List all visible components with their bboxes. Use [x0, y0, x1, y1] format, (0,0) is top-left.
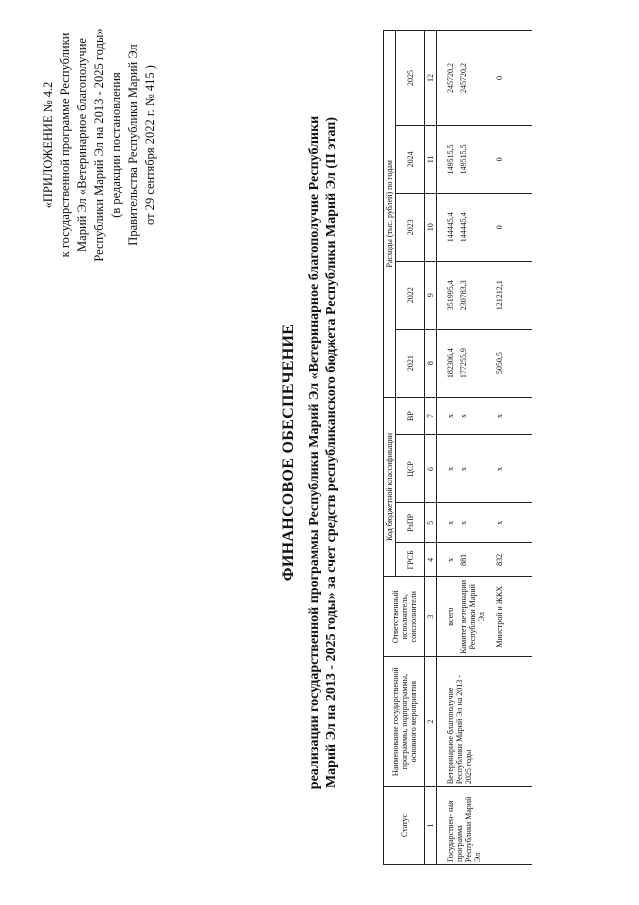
- document-subtitle-line-2: Марий Эл на 2013 - 2025 годы» за счет средств республиканского бюджета Республики Марий Эл (II этап): [324, 116, 339, 789]
- header-name: Наименование государственной программы, подпрограммы, основного мероприятия: [384, 657, 425, 787]
- column-number: 8: [425, 329, 437, 397]
- cell-rzpr: х: [492, 503, 532, 543]
- header-2024: 2024: [396, 125, 425, 193]
- appendix-line: «ПРИЛОЖЕНИЕ № 4.2: [41, 81, 55, 209]
- column-number: 5: [425, 503, 437, 543]
- column-number: 9: [425, 261, 437, 329]
- cell-2025: 245720,2: [443, 31, 456, 126]
- appendix-line: Правительства Республики Марий Эл: [126, 44, 140, 246]
- header-rzpr: РзПР: [396, 503, 425, 543]
- document-title: ФИНАНСОВОЕ ОБЕСПЕЧЕНИЕ: [280, 323, 297, 582]
- document-heading: [280, 0, 340, 905]
- cell-2023: 0: [492, 193, 532, 261]
- appendix-block: [40, 0, 159, 295]
- column-number: 10: [425, 193, 437, 261]
- cell-vr: х: [443, 397, 456, 435]
- header-grbs: ГРСБ: [396, 543, 425, 577]
- cell-2024: 149515,5: [456, 125, 492, 193]
- header-budget-code: Код бюджетной классификации: [384, 397, 396, 577]
- cell-responsible: Минстрой и ЖКХ: [492, 577, 532, 657]
- cell-grbs: 832: [492, 543, 532, 577]
- cell-2025: 245720,2: [456, 31, 492, 126]
- cell-status: Государствен- ная программа Республики Марий Эл: [443, 787, 532, 865]
- financing-table: [383, 30, 532, 865]
- cell-2025: 0: [492, 31, 532, 126]
- appendix-line: Республики Марий Эл на 2013 - 2025 годы»: [92, 28, 106, 262]
- column-number: 6: [425, 435, 437, 503]
- header-2021: 2021: [396, 329, 425, 397]
- header-csr: ЦСР: [396, 435, 425, 503]
- cell-2023: 144445,4: [443, 193, 456, 261]
- cell-2021: 5050,5: [492, 329, 532, 397]
- header-vr: ВР: [396, 397, 425, 435]
- header-responsible: Ответственный исполнитель, соисполнители: [384, 577, 425, 657]
- cell-2024: 0: [492, 125, 532, 193]
- cell-csr: х: [443, 435, 456, 503]
- cell-grbs: х: [443, 543, 456, 577]
- cell-csr: х: [456, 435, 492, 503]
- header-2022: 2022: [396, 261, 425, 329]
- cell-vr: х: [492, 397, 532, 435]
- cell-csr: х: [492, 435, 532, 503]
- header-2025: 2025: [396, 31, 425, 126]
- cell-grbs: 881: [456, 543, 492, 577]
- cell-2022: 351995,4: [443, 261, 456, 329]
- cell-2022: 230783,3: [456, 261, 492, 329]
- table-row: [443, 31, 456, 865]
- cell-rzpr: х: [443, 503, 456, 543]
- cell-2024: 149515,5: [443, 125, 456, 193]
- cell-responsible: Комитет ветеринарии Республики Марий Эл: [456, 577, 492, 657]
- cell-2021: 182306,4: [443, 329, 456, 397]
- column-number: 11: [425, 125, 437, 193]
- appendix-line: к государственной программе Республики: [58, 32, 72, 258]
- column-number: 4: [425, 543, 437, 577]
- column-number: 12: [425, 31, 437, 126]
- cell-2023: 144445,4: [456, 193, 492, 261]
- document-subtitle-line-1: реализации государственной программы Республики Марий Эл «Ветеринарное благополучие Республики: [307, 115, 322, 790]
- cell-2021: 177255,9: [456, 329, 492, 397]
- appendix-line: (в редакции постановления: [109, 72, 123, 218]
- column-number: 3: [425, 577, 437, 657]
- appendix-line: Марий Эл «Ветеринарное благополучие: [75, 38, 89, 252]
- cell-rzpr: х: [456, 503, 492, 543]
- header-status: Статус: [384, 787, 425, 865]
- column-number: 1: [425, 787, 437, 865]
- header-expenses: Расходы (тыс. рублей) по годам: [384, 31, 396, 398]
- cell-2022: 121212,1: [492, 261, 532, 329]
- cell-responsible: всего: [443, 577, 456, 657]
- column-number-row: [425, 31, 437, 865]
- cell-vr: х: [456, 397, 492, 435]
- cell-program-name: Ветеринарное благополучие Республики Марий Эл на 2013 - 2025 годы: [443, 657, 532, 787]
- header-2023: 2023: [396, 193, 425, 261]
- appendix-line: от 29 сентября 2022 г. № 415 ): [143, 65, 157, 225]
- column-number: 2: [425, 657, 437, 787]
- column-number: 7: [425, 397, 437, 435]
